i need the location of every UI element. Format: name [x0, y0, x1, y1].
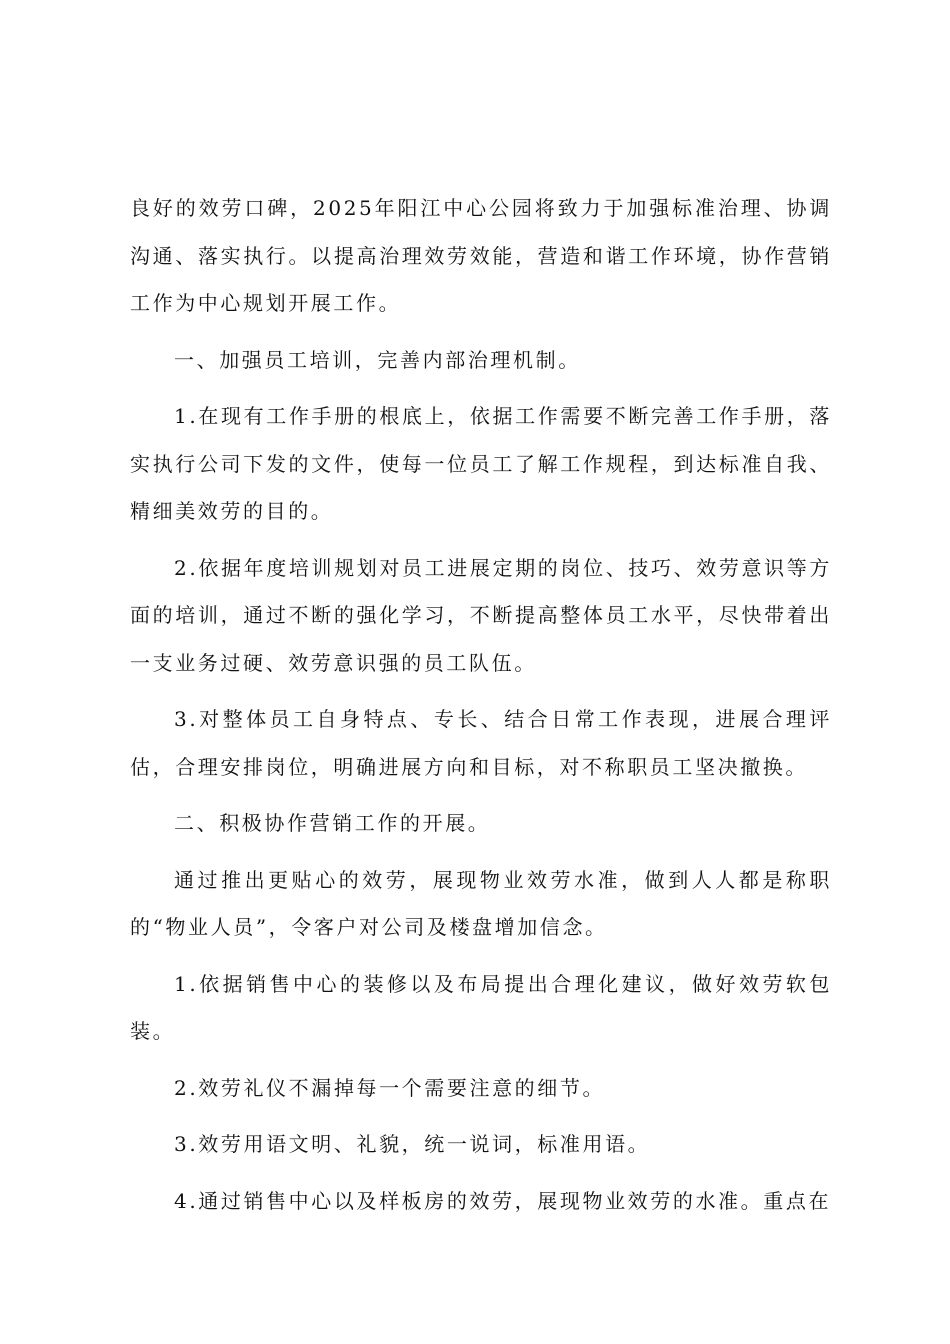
section-heading-1: 一、加强员工培训，完善内部治理机制。	[174, 347, 581, 372]
paragraph-item-2-1: 1.依据销售中心的装修以及布局提出合理化建议，做好效劳软包装。	[130, 971, 832, 1043]
paragraph-item-1-3: 3.对整体员工自身特点、专长、结合日常工作表现，进展合理评估，合理安排岗位，明确进展方向和目标，对不称职员工坚决撤换。	[130, 707, 832, 779]
paragraph-section-2-intro: 通过推出更贴心的效劳，展现物业效劳水准，做到人人都是称职的“物业人员”，令客户对公司及楼盘增加信念。	[130, 867, 832, 939]
paragraph-item-2-4: 4.通过销售中心以及样板房的效劳，展现物业效劳的水准。重点在	[174, 1188, 832, 1213]
paragraph-intro: 良好的效劳口碑，2025年阳江中心公园将致力于加强标准治理、协调沟通、落实执行。以提高治理效劳效能，营造和谐工作环境，协作营销工作为中心规划开展工作。	[130, 196, 832, 315]
section-heading-2: 二、积极协作营销工作的开展。	[174, 811, 491, 835]
document-body	[130, 185, 832, 1234]
paragraph-item-2-2: 2.效劳礼仪不漏掉每一个需要注意的细节。	[174, 1075, 606, 1100]
paragraph-item-1-1: 1.在现有工作手册的根底上，依据工作需要不断完善工作手册，落实执行公司下发的文件，使每一位员工了解工作规程，到达标准自我、精细美效劳的目的。	[130, 404, 832, 523]
paragraph-item-1-2: 2.依据年度培训规划对员工进展定期的岗位、技巧、效劳意识等方面的培训，通过不断的强化学习，不断提高整体员工水平，尽快带着出一支业务过硬、效劳意识强的员工队伍。	[130, 555, 832, 675]
paragraph-item-2-3: 3.效劳用语文明、礼貌，统一说词，标准用语。	[174, 1132, 651, 1156]
